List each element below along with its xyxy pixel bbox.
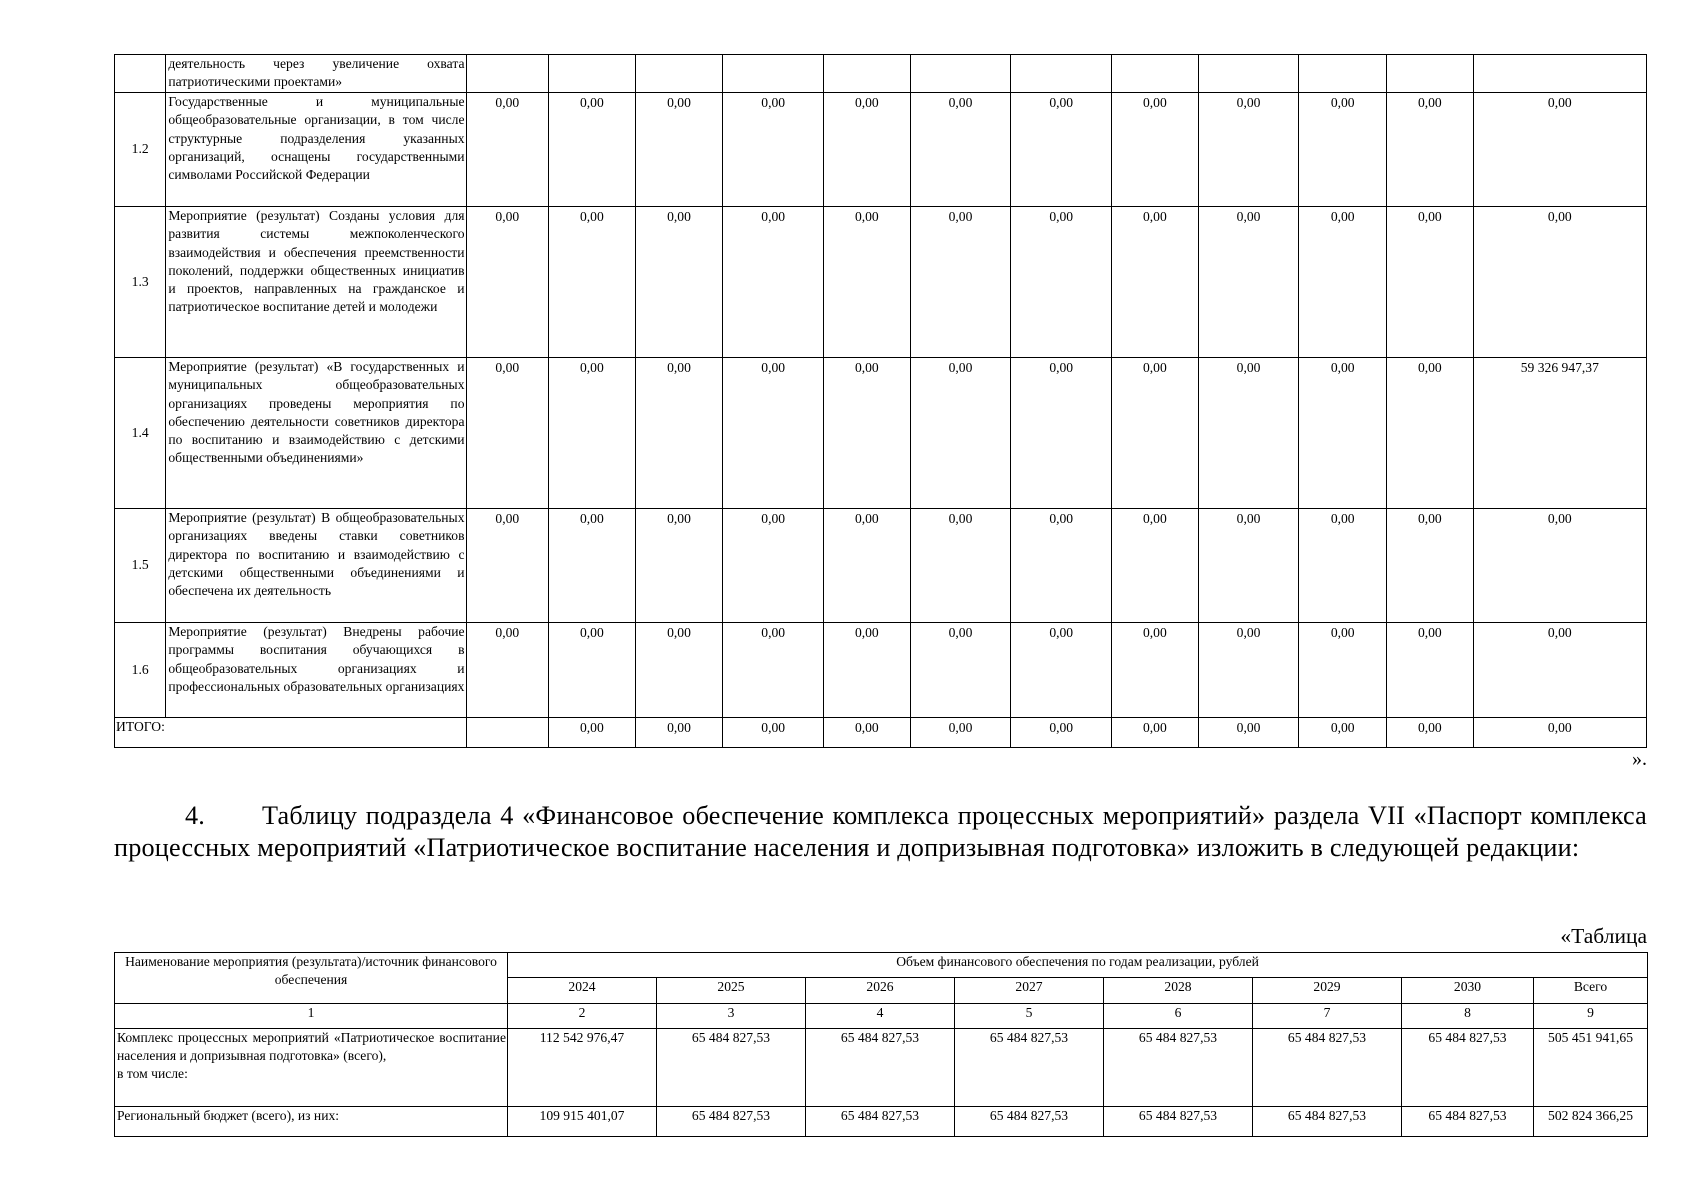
value-cell: 112 542 976,47 (508, 1029, 657, 1107)
row-name-main: Комплекс процессных мероприятий «Патриотическое воспитание населения и допризывная подготовка» (всего), (117, 1030, 506, 1063)
value-cell (910, 55, 1011, 93)
value-cell: 0,00 (1387, 93, 1474, 207)
row-number: 1.6 (115, 623, 166, 718)
value-cell: 0,00 (1112, 718, 1199, 748)
value-cell: 0,00 (549, 509, 636, 623)
value-cell: 0,00 (1473, 718, 1646, 748)
value-cell: 0,00 (466, 623, 549, 718)
value-cell: 0,00 (1198, 623, 1299, 718)
value-cell: 0,00 (1299, 93, 1387, 207)
value-cell (1112, 55, 1199, 93)
value-cell: 0,00 (1473, 509, 1646, 623)
value-cell: 0,00 (1387, 207, 1474, 358)
closing-quote: ». (1632, 748, 1647, 770)
value-cell: 65 484 827,53 (955, 1029, 1104, 1107)
value-cell: 505 451 941,65 (1534, 1029, 1648, 1107)
paragraph-text: Таблицу подраздела 4 «Финансовое обеспечение комплекса процессных мероприятий» раздела VII «Паспорт комплекса процессных мероприятий «Патриотическое воспитание населения и допризывная подготовка» изложить в следующей редакции: (114, 801, 1647, 862)
value-cell: 65 484 827,53 (657, 1107, 806, 1137)
table-row (115, 358, 1647, 509)
table-caption: «Таблица (1560, 924, 1647, 948)
row-name: Мероприятие (результат) Внедрены рабочие программы воспитания обучающихся в общеобразовательных организациях и профессиональных образовательных организациях (166, 623, 466, 718)
column-number: 4 (806, 1004, 955, 1029)
value-cell (1473, 55, 1646, 93)
value-cell: 59 326 947,37 (1473, 358, 1646, 509)
value-cell: 0,00 (723, 93, 824, 207)
value-cell: 0,00 (1011, 207, 1112, 358)
value-cell: 0,00 (549, 718, 636, 748)
value-cell: 0,00 (824, 207, 911, 358)
year-header: 2027 (955, 978, 1104, 1004)
value-cell: 0,00 (466, 93, 549, 207)
value-cell: 65 484 827,53 (955, 1107, 1104, 1137)
value-cell: 0,00 (910, 358, 1011, 509)
value-cell: 0,00 (1198, 718, 1299, 748)
row-number: 1.3 (115, 207, 166, 358)
row-name: Государственные и муниципальные общеобразовательные организации, в том числе структурные подразделения указанных организаций, оснащены государственными символами Российской Федерации (166, 93, 466, 207)
header-name: Наименование мероприятия (результата)/источник финансового обеспечения (115, 953, 508, 1004)
row-name-extra: в том числе: (117, 1065, 188, 1081)
total-header: Всего (1534, 978, 1648, 1004)
row-number (115, 55, 166, 93)
total-label: ИТОГО: (115, 718, 467, 748)
value-cell: 0,00 (1011, 623, 1112, 718)
value-cell: 0,00 (635, 207, 723, 358)
value-cell: 0,00 (723, 718, 824, 748)
total-row (115, 718, 1647, 748)
row-name: Мероприятие (результат) «В государственных и муниципальных общеобразовательных организациях проведены мероприятия по обеспечению деятельности советников директора по воспитанию и взаимодействию с детскими общественными объединениями» (166, 358, 466, 509)
value-cell: 0,00 (1198, 358, 1299, 509)
value-cell: 65 484 827,53 (1104, 1107, 1253, 1137)
value-cell: 65 484 827,53 (806, 1029, 955, 1107)
value-cell: 0,00 (1299, 718, 1387, 748)
column-numbers-row (115, 1004, 1648, 1029)
year-header: 2024 (508, 978, 657, 1004)
column-number: 5 (955, 1004, 1104, 1029)
value-cell: 0,00 (1112, 358, 1199, 509)
value-cell: 0,00 (466, 509, 549, 623)
value-cell (1387, 55, 1474, 93)
value-cell: 0,00 (723, 358, 824, 509)
value-cell: 0,00 (635, 509, 723, 623)
value-cell: 0,00 (549, 358, 636, 509)
value-cell: 0,00 (1112, 509, 1199, 623)
value-cell: 0,00 (549, 207, 636, 358)
column-number: 1 (115, 1004, 508, 1029)
column-number: 2 (508, 1004, 657, 1029)
value-cell: 0,00 (1473, 623, 1646, 718)
value-cell: 65 484 827,53 (1253, 1029, 1402, 1107)
value-cell: 109 915 401,07 (508, 1107, 657, 1137)
value-cell: 0,00 (1387, 718, 1474, 748)
amendment-paragraph (114, 800, 1647, 864)
value-cell: 0,00 (1011, 509, 1112, 623)
value-cell: 0,00 (910, 623, 1011, 718)
value-cell: 0,00 (549, 623, 636, 718)
row-name (115, 1029, 508, 1107)
value-cell: 0,00 (824, 623, 911, 718)
column-number: 6 (1104, 1004, 1253, 1029)
value-cell: 0,00 (635, 623, 723, 718)
value-cell: 65 484 827,53 (1402, 1107, 1534, 1137)
paragraph-index: 4. (185, 801, 206, 830)
value-cell: 0,00 (1011, 718, 1112, 748)
value-cell: 0,00 (910, 93, 1011, 207)
table-row (115, 207, 1647, 358)
value-cell (1299, 55, 1387, 93)
value-cell: 0,00 (1198, 207, 1299, 358)
value-cell (723, 55, 824, 93)
value-cell: 0,00 (1112, 93, 1199, 207)
table-row (115, 1107, 1648, 1137)
value-cell: 0,00 (910, 207, 1011, 358)
value-cell: 0,00 (1198, 509, 1299, 623)
value-cell (466, 718, 549, 748)
table-row (115, 623, 1647, 718)
table-row (115, 1029, 1648, 1107)
value-cell: 65 484 827,53 (1402, 1029, 1534, 1107)
value-cell: 65 484 827,53 (806, 1107, 955, 1137)
value-cell: 0,00 (635, 718, 723, 748)
year-header: 2028 (1104, 978, 1253, 1004)
value-cell: 65 484 827,53 (657, 1029, 806, 1107)
value-cell: 0,00 (1387, 623, 1474, 718)
value-cell: 0,00 (1387, 509, 1474, 623)
table-row (115, 93, 1647, 207)
column-number: 3 (657, 1004, 806, 1029)
value-cell (466, 55, 549, 93)
column-number: 8 (1402, 1004, 1534, 1029)
value-cell: 0,00 (723, 509, 824, 623)
header-row (115, 953, 1648, 978)
table-row (115, 509, 1647, 623)
column-number: 9 (1534, 1004, 1648, 1029)
year-header: 2025 (657, 978, 806, 1004)
table-row (115, 55, 1647, 93)
row-name: Мероприятие (результат) В общеобразовательных организациях введены ставки советников директора по воспитанию и взаимодействию с детскими общественными объединениями и обеспечена их деятельность (166, 509, 466, 623)
value-cell: 0,00 (723, 623, 824, 718)
value-cell: 0,00 (466, 358, 549, 509)
value-cell: 0,00 (824, 509, 911, 623)
year-header: 2030 (1402, 978, 1534, 1004)
year-header: 2026 (806, 978, 955, 1004)
header-volume: Объем финансового обеспечения по годам реализации, рублей (508, 953, 1648, 978)
value-cell: 65 484 827,53 (1104, 1029, 1253, 1107)
value-cell: 0,00 (1112, 207, 1199, 358)
value-cell: 0,00 (635, 93, 723, 207)
row-number: 1.2 (115, 93, 166, 207)
column-number: 7 (1253, 1004, 1402, 1029)
value-cell: 65 484 827,53 (1253, 1107, 1402, 1137)
value-cell: 0,00 (824, 93, 911, 207)
value-cell: 0,00 (1011, 358, 1112, 509)
value-cell: 0,00 (1299, 623, 1387, 718)
value-cell: 0,00 (910, 718, 1011, 748)
value-cell (549, 55, 636, 93)
value-cell: 0,00 (549, 93, 636, 207)
value-cell: 0,00 (824, 358, 911, 509)
value-cell: 0,00 (824, 718, 911, 748)
value-cell: 0,00 (723, 207, 824, 358)
value-cell: 0,00 (1011, 93, 1112, 207)
row-name: Региональный бюджет (всего), из них: (115, 1107, 508, 1137)
value-cell: 0,00 (1473, 93, 1646, 207)
row-number: 1.5 (115, 509, 166, 623)
value-cell (1011, 55, 1112, 93)
row-number: 1.4 (115, 358, 166, 509)
funding-table-continued (114, 54, 1647, 748)
financial-support-table (114, 952, 1648, 1137)
value-cell: 0,00 (1299, 207, 1387, 358)
value-cell: 0,00 (1299, 358, 1387, 509)
value-cell: 0,00 (1473, 207, 1646, 358)
value-cell: 0,00 (910, 509, 1011, 623)
value-cell: 502 824 366,25 (1534, 1107, 1648, 1137)
value-cell: 0,00 (1198, 93, 1299, 207)
value-cell: 0,00 (466, 207, 549, 358)
row-name: деятельность через увеличение охвата патриотическими проектами» (166, 55, 466, 93)
value-cell (824, 55, 911, 93)
value-cell: 0,00 (1299, 509, 1387, 623)
value-cell: 0,00 (635, 358, 723, 509)
value-cell (1198, 55, 1299, 93)
year-header: 2029 (1253, 978, 1402, 1004)
value-cell: 0,00 (1387, 358, 1474, 509)
value-cell (635, 55, 723, 93)
row-name: Мероприятие (результат) Созданы условия для развития системы межпоколенческого взаимодействия и обеспечения преемственности поколений, поддержки общественных инициатив и проектов, направленных на гражданское и патриотическое воспитание детей и молодежи (166, 207, 466, 358)
value-cell: 0,00 (1112, 623, 1199, 718)
